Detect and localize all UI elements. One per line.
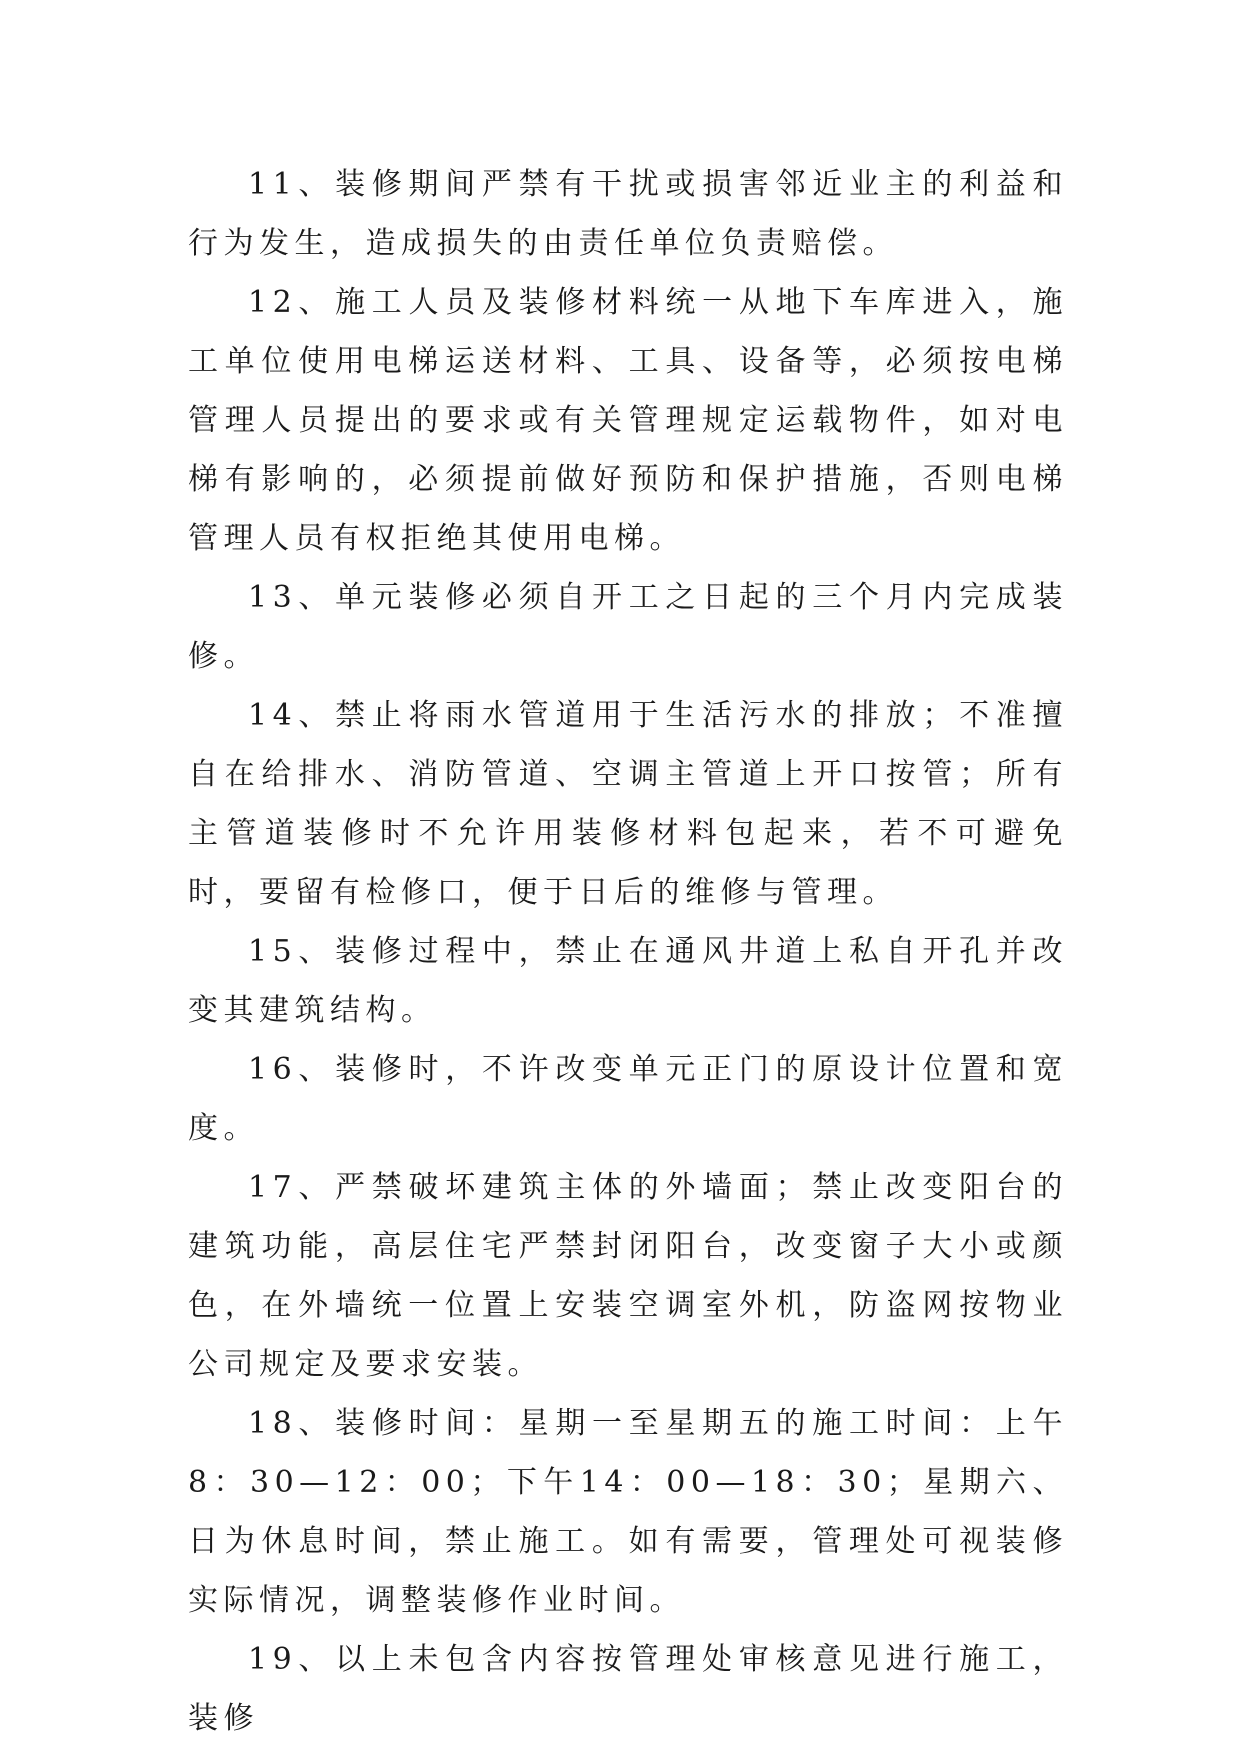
paragraph-item-12: 12、施工人员及装修材料统一从地下车库进入，施工单位使用电梯运送材料、工具、设备等，必须按电梯管理人员提出的要求或有关管理规定运载物件，如对电梯有影响的，必须提前做好预防和保护措施，否则电梯管理人员有权拒绝其使用电梯。 <box>188 285 1068 556</box>
document-body <box>188 155 1068 1748</box>
paragraph-item-13: 13、单元装修必须自开工之日起的三个月内完成装修。 <box>188 580 1068 674</box>
paragraph-item-19: 19、以上未包含内容按管理处审核意见进行施工，装修 <box>188 1642 1068 1736</box>
paragraph-item-11: 11、装修期间严禁有干扰或损害邻近业主的利益和行为发生，造成损失的由责任单位负责赔偿。 <box>188 167 1068 261</box>
paragraph-item-14: 14、禁止将雨水管道用于生活污水的排放；不准擅自在给排水、消防管道、空调主管道上开口按管；所有主管道装修时不允许用装修材料包起来，若不可避免时，要留有检修口，便于日后的维修与管理。 <box>188 698 1068 910</box>
paragraph-item-15: 15、装修过程中，禁止在通风井道上私自开孔并改变其建筑结构。 <box>188 934 1068 1028</box>
paragraph-item-17: 17、严禁破坏建筑主体的外墙面；禁止改变阳台的建筑功能，高层住宅严禁封闭阳台，改变窗子大小或颜色，在外墙统一位置上安装空调室外机，防盗网按物业公司规定及要求安装。 <box>188 1170 1068 1382</box>
paragraph-item-18: 18、装修时间：星期一至星期五的施工时间：上午8：30—12：00；下午14：00—18：30；星期六、日为休息时间，禁止施工。如有需要，管理处可视装修实际情况，调整装修作业时间。 <box>188 1406 1068 1618</box>
paragraph-item-16: 16、装修时，不许改变单元正门的原设计位置和宽度。 <box>188 1052 1068 1146</box>
